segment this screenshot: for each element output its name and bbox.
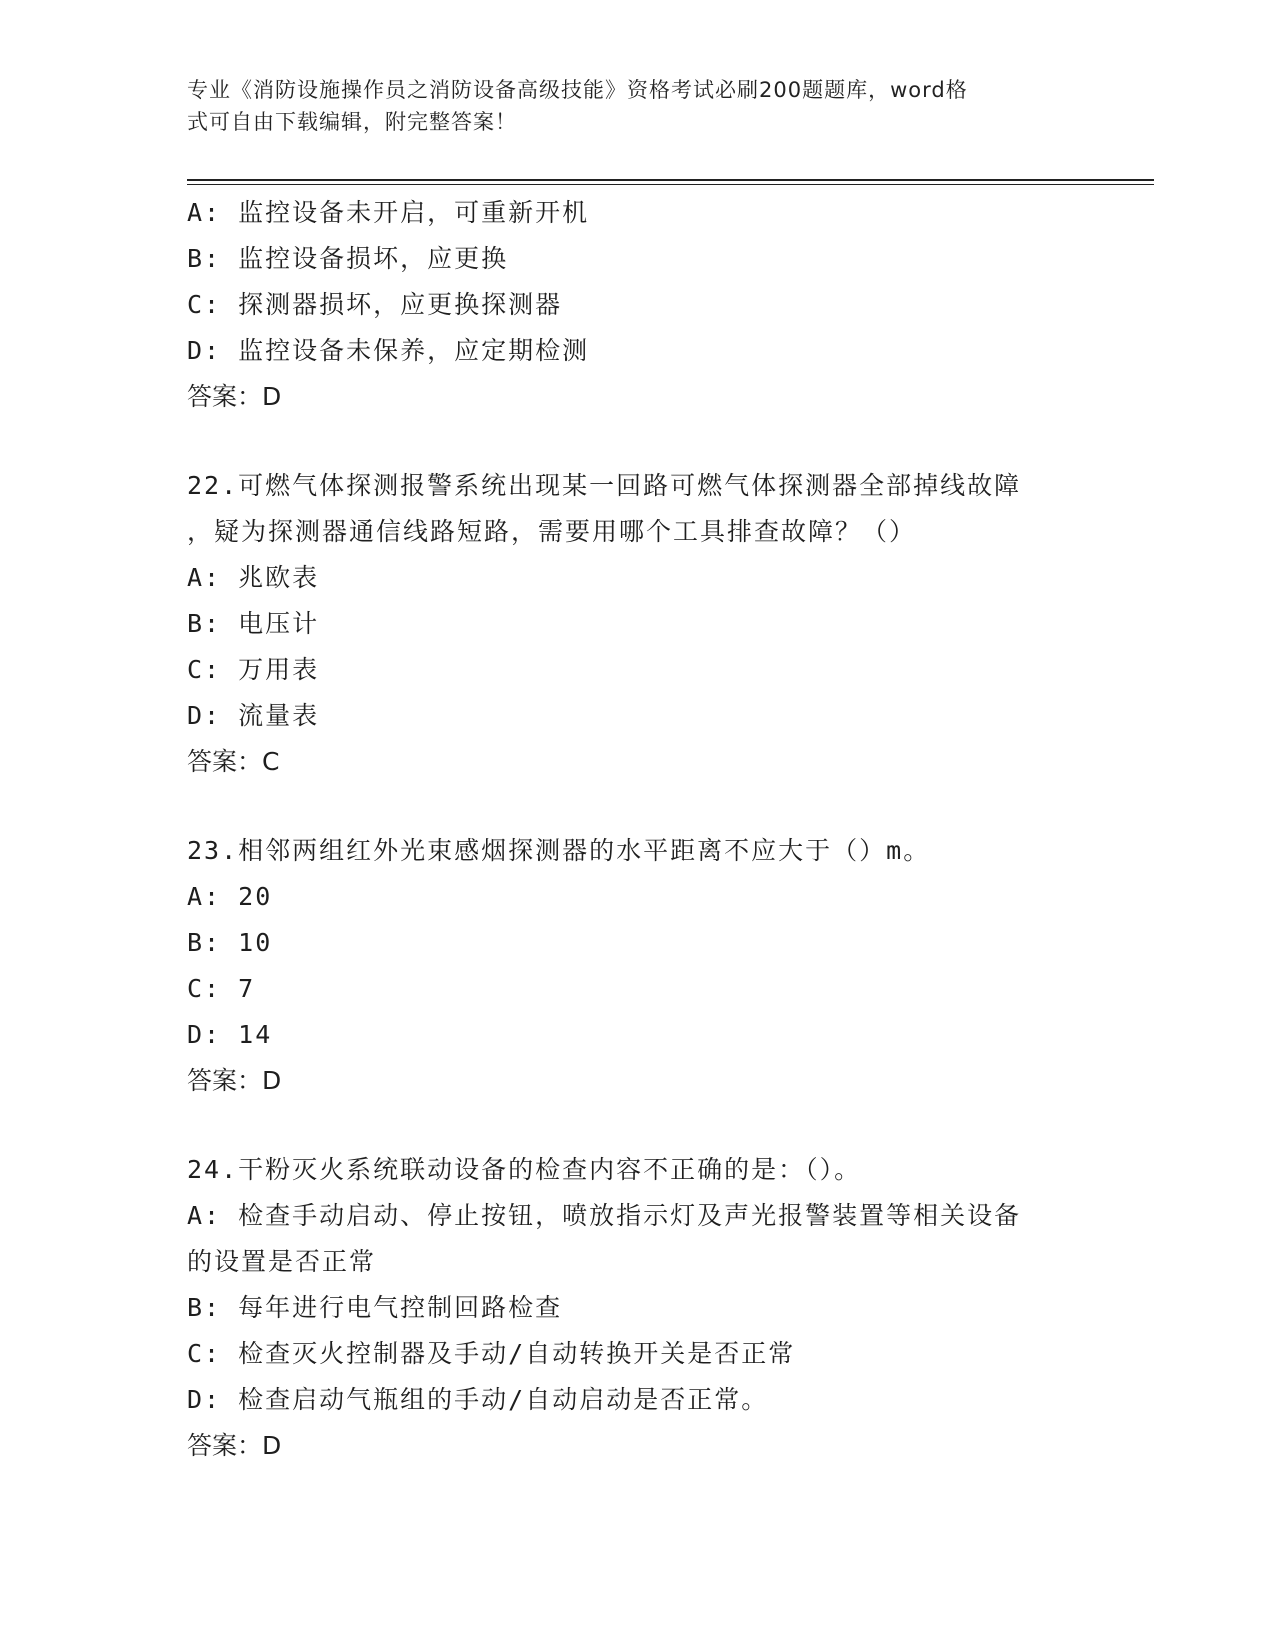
option-c: C: 7: [187, 974, 256, 1003]
option-d: D: 14: [187, 1020, 273, 1049]
option-d: D: 检查启动气瓶组的手动/自动启动是否正常。: [187, 1385, 769, 1414]
option-c: C: 万用表: [187, 655, 320, 684]
spacer: [187, 420, 1087, 463]
spacer: [187, 1104, 1087, 1147]
option-b: B: 监控设备损坏，应更换: [187, 244, 509, 273]
option-a: A: 兆欧表: [187, 563, 320, 592]
option-a: A: 检查手动启动、停止按钮，喷放指示灯及声光报警装置等相关设备: [187, 1201, 1022, 1230]
question-stem: 22.可燃气体探测报警系统出现某一回路可燃气体探测器全部掉线故障: [187, 471, 1022, 500]
header-line-2: 式可自由下载编辑，附完整答案！: [187, 110, 517, 134]
header-divider-thick: [187, 179, 1154, 181]
question-21-partial: [187, 190, 1087, 420]
question-22: [187, 463, 1087, 785]
option-b: B: 每年进行电气控制回路检查: [187, 1293, 563, 1322]
option-c: C: 检查灭火控制器及手动/自动转换开关是否正常: [187, 1339, 796, 1368]
option-a: A: 20: [187, 882, 273, 911]
answer: 答案：C: [187, 747, 280, 776]
document-header: [187, 74, 1077, 138]
answer: 答案：D: [187, 1431, 282, 1460]
option-b: B: 电压计: [187, 609, 320, 638]
question-stem: 23.相邻两组红外光束感烟探测器的水平距离不应大于（）m。: [187, 836, 931, 865]
question-list: [187, 190, 1087, 1469]
spacer: [187, 785, 1087, 828]
question-24: [187, 1147, 1087, 1469]
question-23: [187, 828, 1087, 1104]
option-d: D: 流量表: [187, 701, 320, 730]
header-line-1: 专业《消防设施操作员之消防设备高级技能》资格考试必刷200题题库，word格: [187, 78, 968, 102]
option-b: B: 10: [187, 928, 273, 957]
option-d: D: 监控设备未保养，应定期检测: [187, 336, 590, 365]
question-stem-continued: ，疑为探测器通信线路短路，需要用哪个工具排查故障？（）: [187, 517, 917, 546]
option-c: C: 探测器损坏，应更换探测器: [187, 290, 563, 319]
answer: 答案：D: [187, 1066, 282, 1095]
answer: 答案：D: [187, 382, 282, 411]
option-a-continued: 的设置是否正常: [187, 1247, 377, 1276]
question-stem: 24.干粉灭火系统联动设备的检查内容不正确的是：（）。: [187, 1155, 862, 1184]
header-divider-thin: [187, 184, 1154, 185]
option-a: A: 监控设备未开启，可重新开机: [187, 198, 590, 227]
